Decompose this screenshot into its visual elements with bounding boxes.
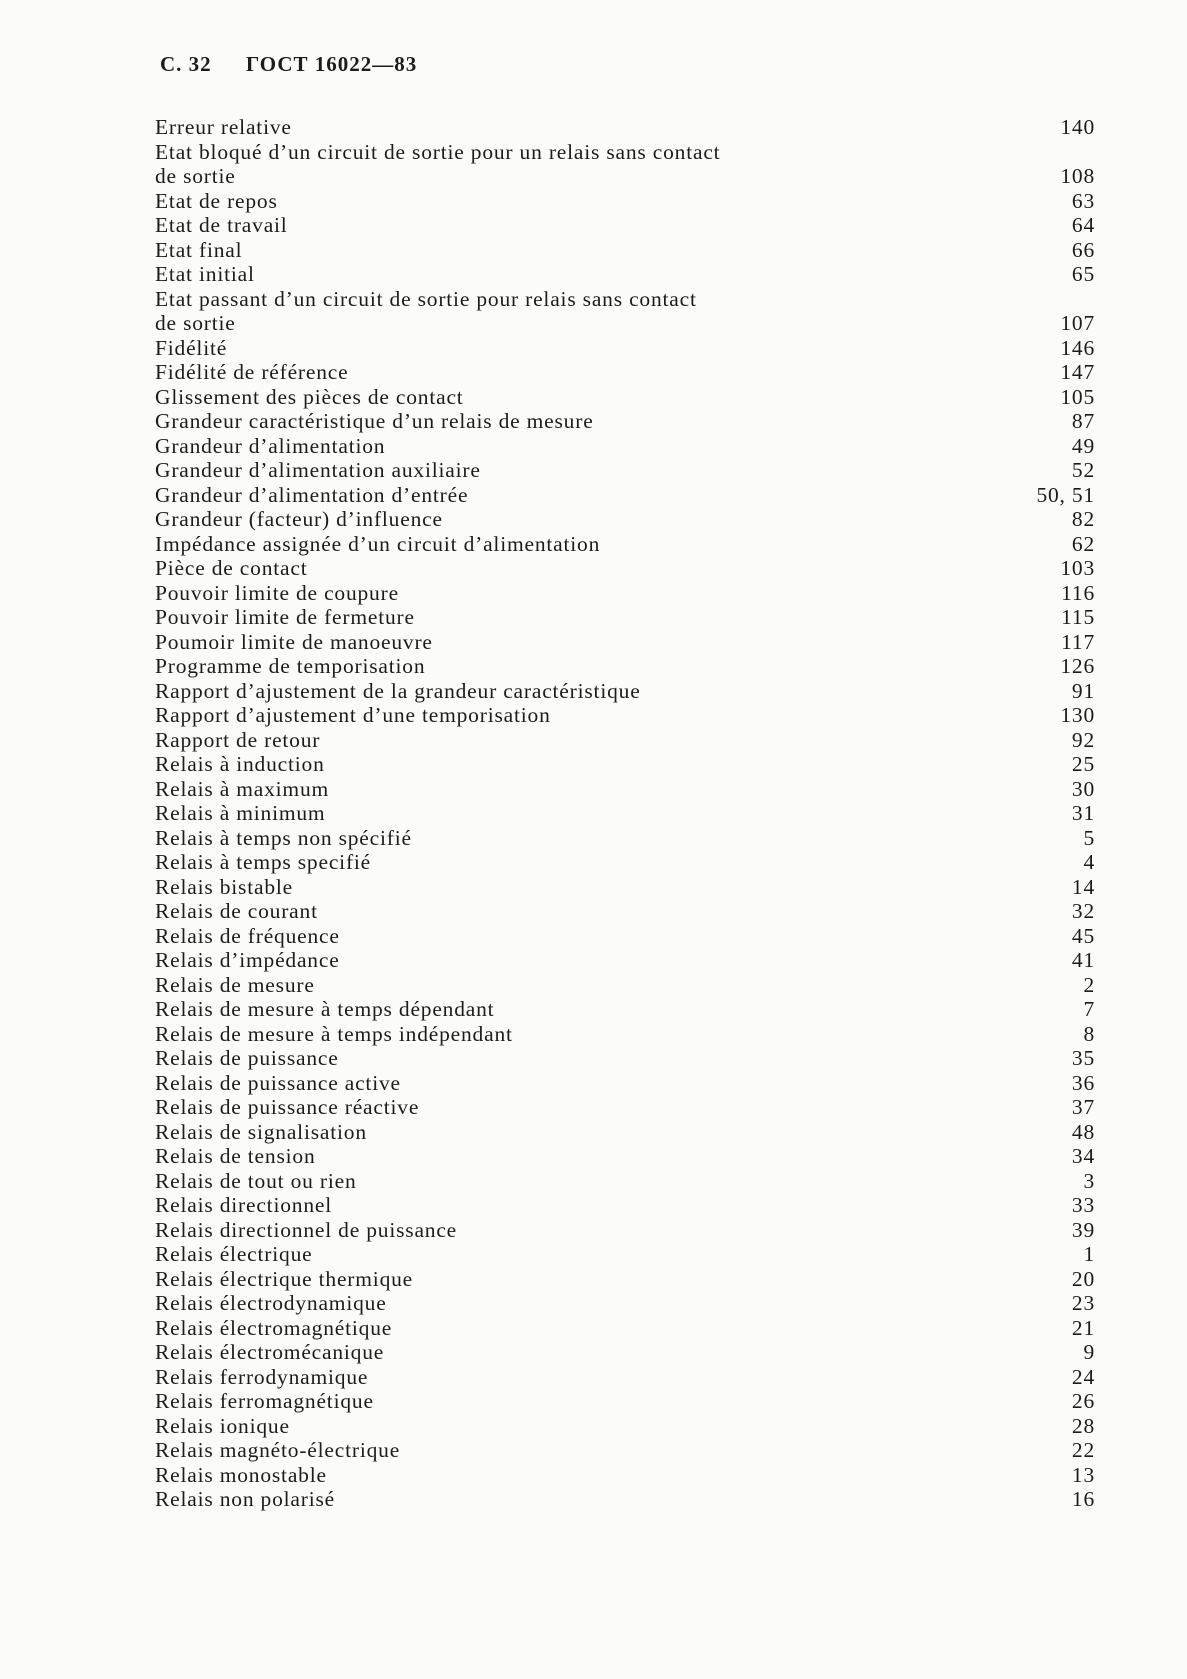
index-term	[155, 1120, 367, 1145]
index-term-number: 147	[1060, 360, 1095, 384]
index-term-number: 115	[1061, 605, 1095, 629]
index-term	[155, 924, 340, 949]
index-term-line: Etat final	[155, 237, 243, 262]
index-term	[155, 728, 320, 753]
index-term	[155, 1193, 332, 1218]
index-term	[155, 1144, 316, 1169]
index-term-number: 63	[1071, 188, 1095, 213]
index-entry	[155, 1071, 1095, 1096]
index-term	[155, 556, 307, 581]
index-term	[155, 140, 720, 189]
index-term-number: 82	[1071, 507, 1095, 531]
index-term	[155, 1071, 401, 1096]
index-term	[155, 875, 293, 900]
index-term-number: 92	[1071, 727, 1095, 752]
index-term	[155, 581, 399, 606]
index-term	[155, 973, 315, 998]
index-term-line: Relais ferrodynamique	[155, 1364, 369, 1389]
index-term-line: Etat de repos	[155, 188, 278, 213]
index-term-line: Relais de fréquence	[155, 923, 340, 948]
index-entry	[155, 458, 1095, 483]
index-term-number: 65	[1071, 262, 1095, 286]
index-entry	[155, 581, 1095, 606]
index-entry	[155, 1438, 1095, 1463]
index-term-line: Relais non polarisé	[155, 1487, 335, 1511]
index-entry	[155, 1169, 1095, 1194]
index-term-line: Grandeur d’alimentation	[155, 433, 386, 458]
index-term	[155, 532, 600, 557]
index-entry	[155, 409, 1095, 434]
index-term	[155, 703, 551, 728]
index-term-line: Relais magnéto-électrique	[155, 1438, 401, 1462]
index-entry	[155, 1487, 1095, 1512]
index-term	[155, 1022, 513, 1047]
index-term-line: Relais d’impédance	[155, 948, 340, 972]
index-term-number: 13	[1071, 1462, 1095, 1487]
index-term-number: 39	[1071, 1217, 1095, 1242]
index-term-number: 103	[1060, 556, 1095, 580]
index-term-line: Etat initial	[155, 262, 255, 286]
index-entry	[155, 238, 1095, 263]
index-term	[155, 1095, 419, 1120]
index-term	[155, 262, 255, 287]
index-term	[155, 752, 325, 777]
index-entry	[155, 189, 1095, 214]
index-entry	[155, 1463, 1095, 1488]
index-term	[155, 360, 348, 385]
index-term-number: 20	[1071, 1266, 1095, 1291]
index-entry	[155, 1095, 1095, 1120]
index-term	[155, 1267, 413, 1292]
index-term	[155, 826, 412, 851]
index-entry	[155, 434, 1095, 459]
index-entry	[155, 826, 1095, 851]
index-term	[155, 434, 385, 459]
index-term	[155, 189, 278, 214]
index-term-line: Fidélité de référence	[155, 360, 349, 384]
index-term-number: 50, 51	[1036, 482, 1095, 507]
index-entry	[155, 679, 1095, 704]
index-term	[155, 801, 325, 826]
index-term	[155, 213, 288, 238]
index-term-number: 23	[1071, 1291, 1095, 1315]
index-term	[155, 630, 433, 655]
index-term-line: Rapport d’ajustement de la grandeur caractéristique	[155, 678, 641, 703]
index-entry	[155, 605, 1095, 630]
index-term-number: 22	[1071, 1438, 1095, 1462]
index-entry	[155, 703, 1095, 728]
index-term	[155, 850, 371, 875]
index-term-line: Programme de temporisation	[155, 654, 426, 678]
index-entry	[155, 777, 1095, 802]
index-term	[155, 654, 425, 679]
index-term-line: Poumoir limite de manoeuvre	[155, 629, 433, 654]
index-term	[155, 777, 329, 802]
index-entry	[155, 532, 1095, 557]
index-term-line: Relais de mesure à temps dépendant	[155, 997, 495, 1021]
index-term-number: 32	[1071, 899, 1095, 923]
index-term-number: 41	[1071, 948, 1095, 972]
index-term	[155, 948, 340, 973]
index-term	[155, 507, 443, 532]
index-term	[155, 1340, 384, 1365]
index-entry	[155, 140, 1095, 189]
index-term-number: 107	[1060, 311, 1095, 335]
index-term-number: 116	[1061, 580, 1095, 605]
index-term-number: 25	[1071, 752, 1095, 776]
index-term-line: Etat de travail	[155, 213, 288, 237]
index-term-line: Relais de puissance réactive	[155, 1095, 420, 1119]
index-entry	[155, 630, 1095, 655]
index-term-number: 30	[1071, 776, 1095, 801]
index-entry	[155, 948, 1095, 973]
index-term-line: Relais électrique thermique	[155, 1266, 414, 1291]
index-term-line: Relais ferromagnétique	[155, 1389, 374, 1413]
index-term	[155, 409, 594, 434]
index-term-number: 117	[1061, 629, 1095, 654]
index-term-line: Grandeur caractéristique d’un relais de mesure	[155, 409, 594, 433]
index-entry	[155, 801, 1095, 826]
index-entry	[155, 1389, 1095, 1414]
index-term	[155, 1365, 368, 1390]
index-term-line: de sortie	[155, 164, 236, 188]
index-term-line: Relais de courant	[155, 899, 318, 923]
index-entry	[155, 507, 1095, 532]
index-term-line: de sortie	[155, 311, 236, 335]
index-term-line: Pouvoir limite de fermeture	[155, 605, 415, 629]
index-term	[155, 483, 468, 508]
index-term-number: 66	[1071, 237, 1095, 262]
index-entry	[155, 1120, 1095, 1145]
page-header	[160, 52, 417, 77]
index-entry	[155, 1267, 1095, 1292]
index-term-line: Glissement des pièces de contact	[155, 384, 464, 409]
index-term	[155, 1291, 387, 1316]
index-entry	[155, 1242, 1095, 1267]
index-entry	[155, 1291, 1095, 1316]
index-entry	[155, 1316, 1095, 1341]
index-term-number: 16	[1071, 1487, 1095, 1511]
index-term-line: Relais électromécanique	[155, 1340, 385, 1364]
index-term-line: Relais monostable	[155, 1462, 327, 1487]
index-entry	[155, 287, 1095, 336]
index-entry	[155, 924, 1095, 949]
index-entry	[155, 899, 1095, 924]
index-term-line: Relais électrique	[155, 1242, 313, 1266]
index-term-number: 8	[1083, 1021, 1095, 1046]
index-term-number: 3	[1083, 1168, 1095, 1193]
index-term-number: 14	[1071, 874, 1095, 899]
index-term-number: 34	[1071, 1144, 1095, 1168]
index-term-line: Relais de tout ou rien	[155, 1168, 357, 1193]
index-entry	[155, 1022, 1095, 1047]
index-entry	[155, 385, 1095, 410]
index-term-line: Erreur relative	[155, 115, 292, 139]
index-term	[155, 1242, 312, 1267]
index-term-line: Relais de mesure	[155, 972, 315, 997]
index-term	[155, 1169, 357, 1194]
index-entry	[155, 752, 1095, 777]
index-term	[155, 605, 415, 630]
index-term-line: Relais à maximum	[155, 776, 330, 801]
index-term-line: Relais à temps non spécifié	[155, 825, 412, 850]
index-term	[155, 1046, 339, 1071]
page-number: С. 32	[160, 52, 212, 76]
index-term	[155, 1389, 374, 1414]
index-term-number: 62	[1071, 531, 1095, 556]
index-term	[155, 679, 641, 704]
index-entry	[155, 1193, 1095, 1218]
index-term-number: 26	[1071, 1389, 1095, 1413]
index-term	[155, 1414, 290, 1439]
index-term	[155, 238, 242, 263]
index-entry	[155, 115, 1095, 140]
index-term	[155, 1438, 400, 1463]
index-term-line: Relais électrodynamique	[155, 1291, 387, 1315]
index-term-line: Relais de mesure à temps indépendant	[155, 1021, 513, 1046]
index-term-line: Relais de puissance active	[155, 1070, 401, 1095]
index-entry	[155, 556, 1095, 581]
index-term-line: Relais bistable	[155, 874, 293, 899]
index-entry	[155, 262, 1095, 287]
index-term	[155, 458, 481, 483]
index-term-line: Rapport d’ajustement d’une temporisation	[155, 703, 551, 727]
index-term-number: 37	[1071, 1095, 1095, 1119]
index-entry	[155, 483, 1095, 508]
index-term-line: Impédance assignée d’un circuit d’alimentation	[155, 531, 601, 556]
index-term-line: Pièce de contact	[155, 556, 308, 580]
index-term	[155, 385, 464, 410]
index-term-number: 64	[1071, 213, 1095, 237]
index-term-line: Pouvoir limite de coupure	[155, 580, 399, 605]
index-entry	[155, 1340, 1095, 1365]
index-entry	[155, 1046, 1095, 1071]
index-term-number: 5	[1083, 825, 1095, 850]
index-entry	[155, 360, 1095, 385]
index-term-number: 45	[1071, 923, 1095, 948]
index-term-number: 48	[1071, 1119, 1095, 1144]
index-term	[155, 287, 697, 336]
index-term-number: 2	[1083, 972, 1095, 997]
index-term-number: 7	[1083, 997, 1095, 1021]
index-entry	[155, 1365, 1095, 1390]
index-term-line: Rapport de retour	[155, 727, 321, 752]
index-term-line: Relais de puissance	[155, 1046, 339, 1070]
index-term-number: 1	[1083, 1242, 1095, 1266]
index-term-line: Relais de signalisation	[155, 1119, 367, 1144]
standard-designation: ГОСТ 16022—83	[245, 52, 418, 76]
index-term-line: Etat bloqué d’un circuit de sortie pour un relais sans contact	[155, 139, 721, 164]
index-term-line: Etat passant d’un circuit de sortie pour relais sans contact	[155, 286, 697, 311]
index-term-number: 4	[1083, 850, 1095, 874]
index-entry	[155, 654, 1095, 679]
index-term-number: 126	[1060, 654, 1095, 678]
index-term-line: Fidélité	[155, 335, 228, 360]
index-entry	[155, 1414, 1095, 1439]
index-term-line: Grandeur d’alimentation auxiliaire	[155, 458, 481, 482]
index-entry	[155, 1218, 1095, 1243]
index-term-number: 146	[1060, 335, 1095, 360]
index-term-line: Relais directionnel de puissance	[155, 1217, 458, 1242]
index-term	[155, 1487, 335, 1512]
index-term	[155, 899, 318, 924]
index-term-number: 35	[1071, 1046, 1095, 1070]
index-term	[155, 115, 292, 140]
index-term-number: 108	[1060, 164, 1095, 188]
index-term	[155, 1316, 392, 1341]
index-term-number: 140	[1060, 115, 1095, 139]
index-term-line: Relais à temps specifié	[155, 850, 372, 874]
index-entry	[155, 973, 1095, 998]
index-term-number: 91	[1071, 678, 1095, 703]
index-term-line: Relais de tension	[155, 1144, 316, 1168]
index-term-line: Relais électromagnétique	[155, 1315, 393, 1340]
index-term-line: Relais directionnel	[155, 1193, 332, 1217]
index-entry	[155, 1144, 1095, 1169]
index-term	[155, 997, 494, 1022]
index-term-number: 33	[1071, 1193, 1095, 1217]
index-term-number: 105	[1060, 384, 1095, 409]
index-term	[155, 1463, 327, 1488]
index-term-number: 21	[1071, 1315, 1095, 1340]
index-term-line: Relais à induction	[155, 752, 325, 776]
index-term	[155, 336, 227, 361]
index-term-number: 87	[1071, 409, 1095, 433]
index-entry	[155, 336, 1095, 361]
index-term-number: 24	[1071, 1364, 1095, 1389]
index-term-line: Grandeur d’alimentation d’entrée	[155, 482, 469, 507]
index-term-line: Relais à minimum	[155, 801, 326, 825]
term-index	[155, 115, 1095, 1512]
index-term-number: 28	[1071, 1413, 1095, 1438]
index-entry	[155, 875, 1095, 900]
index-term-line: Grandeur (facteur) d’influence	[155, 507, 443, 531]
index-entry	[155, 850, 1095, 875]
index-term-number: 36	[1071, 1070, 1095, 1095]
index-entry	[155, 213, 1095, 238]
index-entry	[155, 997, 1095, 1022]
index-entry	[155, 728, 1095, 753]
index-term-number: 52	[1071, 458, 1095, 482]
index-term-number: 31	[1071, 801, 1095, 825]
index-term	[155, 1218, 457, 1243]
index-term-line: Relais ionique	[155, 1413, 290, 1438]
index-term-number: 49	[1071, 433, 1095, 458]
index-term-number: 130	[1060, 703, 1095, 727]
index-term-number: 9	[1083, 1340, 1095, 1364]
